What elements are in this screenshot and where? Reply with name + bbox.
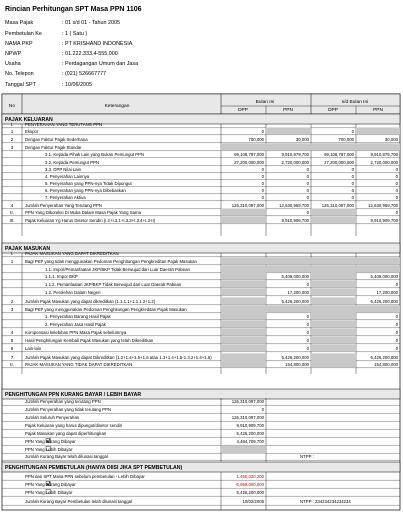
row-value: 99,108,797,000 xyxy=(324,152,354,157)
pb-label: Jumlah Kurang Bayar Pembetulan telah dilunasi tanggal xyxy=(25,499,133,504)
row-label: 6. Penyerahan yang PPN-nya Dibebaskan xyxy=(45,188,126,193)
row-value: 0 xyxy=(306,282,309,287)
kb-extra: NTPP : xyxy=(300,454,314,459)
header-value: : PT KRISHAND INDONESIA xyxy=(62,41,133,47)
header-value: : 01.222.333.4-555.000 xyxy=(62,51,118,57)
row-no: 3 xyxy=(10,145,14,150)
row-value: 5,426,200,000 xyxy=(370,299,398,304)
col-header-ppn-1: PPN xyxy=(283,108,293,113)
row-value: 5,426,200,000 xyxy=(370,355,398,360)
row-label: Pajak Keluaran Yg Harus Disetor Sendiri (I.2+I.3.1+I.3.3+I.3.4+I.3-II) xyxy=(25,218,156,223)
pb-value: -5,959,000,000 xyxy=(235,482,264,487)
row-label: 3.2. Kepada Pemungut PPN xyxy=(45,160,99,165)
pb-value: 10/02/2005 xyxy=(242,499,264,504)
row-value: 0 xyxy=(351,167,354,172)
row-label: PAJAK MASUKAN YANG TIDAK DAPAT DIKREDITKAN xyxy=(25,362,133,367)
row-no: I. xyxy=(10,251,14,256)
row-value: 30,000 xyxy=(384,137,398,142)
section-pajak-keluaran: PAJAK KELUARAN xyxy=(5,117,53,123)
kb-label: Jumlah Kurang Bayar telah dilunasi tanggal xyxy=(25,454,108,459)
row-value: 0 xyxy=(395,330,398,335)
kb-value: 5,426,200,000 xyxy=(236,431,264,436)
header-label: NPWP xyxy=(5,51,22,57)
row-value: 27,200,000,000 xyxy=(324,160,354,165)
row-value: 0 xyxy=(306,338,309,343)
section-kurang-bayar: PENGHITUNGAN PPN KURANG BAYAR / LEBIH BAYAR xyxy=(5,392,142,398)
row-value: 0 xyxy=(306,314,309,319)
row-value: 0 xyxy=(395,314,398,319)
row-value: 30,000 xyxy=(295,137,309,142)
row-label: 1.1.1. Impor BKP xyxy=(45,274,78,279)
kb-value: 0 xyxy=(261,407,264,412)
col-header-dpp-2: DPP xyxy=(328,108,338,113)
row-no: 1 xyxy=(10,129,14,134)
row-value: 0 xyxy=(306,167,309,172)
kb-label: Pajak Keluaran yang harus dipungut/disetor sendiri xyxy=(25,423,123,428)
row-value: 0 xyxy=(306,322,309,327)
row-label: Bagi PKP yang tidak menggunakan Pedoman Penghitungan Pengkreditan Pajak Masukan xyxy=(25,259,197,264)
row-value: 2,720,000,000 xyxy=(370,160,398,165)
row-value: 0 xyxy=(351,181,354,186)
header-label: Tanggal SPT xyxy=(5,82,36,88)
row-value: 9,910,879,700 xyxy=(281,152,309,157)
row-no: I. xyxy=(10,122,14,127)
header-value: : Perdagangan Umum dan Jasa xyxy=(62,61,139,67)
row-value: 0 xyxy=(395,181,398,186)
row-no: 2 xyxy=(10,299,14,304)
row-value: 12,630,969,700 xyxy=(368,203,398,208)
pb-label: PPN Yang Kurang Dibayar xyxy=(25,482,76,487)
row-no: 4 xyxy=(10,203,14,208)
col-header-keterangan: Keterangan xyxy=(104,104,130,109)
row-value: 0 xyxy=(395,188,398,193)
kb-label: Jumlah Penyerahan yang terutang PPN xyxy=(25,399,101,404)
pb-label: PPN Yang Lebih Dibayar xyxy=(25,490,73,495)
row-value: 0 xyxy=(395,210,398,215)
section-pajak-masukan: PAJAK MASUKAN xyxy=(5,246,51,252)
header-value: : 01 s/d 01 - Tahun 2005 xyxy=(62,20,121,26)
col-header-sd-bulan-ini: s/d Bulan Ini xyxy=(341,100,369,105)
row-no: 2 xyxy=(10,137,14,142)
row-label: 1. Penyerahan Barang Hasil Pajak xyxy=(45,314,111,319)
row-value: 99,108,797,000 xyxy=(234,152,264,157)
row-value: 0 xyxy=(306,188,309,193)
row-label: 3.1. Kepada Pihak Lain yang Bukan Pemungut PPN xyxy=(45,152,145,157)
row-label: Lain-lain xyxy=(25,346,42,351)
row-no: II. xyxy=(10,210,14,215)
row-value: 0 xyxy=(395,338,398,343)
row-no: 5 xyxy=(10,338,14,343)
section-pembetulan: PENGHITUNGAN PEMBETULAN (HANYA DIISI JIKA SPT PEMBETULAN) xyxy=(5,465,183,471)
row-value: 126,310,097,000 xyxy=(231,203,264,208)
row-value: 9,910,909,700 xyxy=(370,218,398,223)
row-value: 154,800,000 xyxy=(374,362,398,367)
row-value: 0 xyxy=(395,282,398,287)
row-no: 3 xyxy=(10,307,14,312)
header-label: No. Telepon xyxy=(5,71,34,77)
row-value: 9,910,879,700 xyxy=(370,152,398,157)
row-value: 5,409,000,000 xyxy=(370,274,398,279)
row-value: 0 xyxy=(351,188,354,193)
row-value: 0 xyxy=(261,129,264,134)
row-value: 0 xyxy=(306,346,309,351)
col-header-ppn-2: PPN xyxy=(373,108,383,113)
row-no: 1 xyxy=(10,259,14,264)
row-value: 27,200,000,000 xyxy=(234,160,264,165)
row-value: 0 xyxy=(351,195,354,200)
row-value: 0 xyxy=(306,174,309,179)
kb-value: 126,310,097,000 xyxy=(231,399,264,404)
col-header-bulan-ini: Bulan Ini xyxy=(255,100,275,105)
kb-label: PPN Yang Lebih Dibayar xyxy=(25,447,73,452)
header-value: : (021) 526667777 xyxy=(62,71,107,77)
row-no: III. xyxy=(9,218,15,223)
row-value: 5,409,000,000 xyxy=(281,274,309,279)
row-value: 12,630,969,700 xyxy=(279,203,309,208)
row-label: 5. Penyerahan yang PPN-nya Tidak Dipungut xyxy=(45,181,132,186)
row-label: Kompensasi kelebihan PPN Masa Pajak sebelumnya xyxy=(25,330,127,335)
row-label: 2. Penyerahan Jasa Hasil Pajak xyxy=(45,322,106,327)
row-label: Jumlah Pajak Masukan yang dapat Dikreditkan (1.2+1.4+1.5+1.6 atau 1.3+1.4+1.5-1.3.2+1.4+1.6) xyxy=(25,355,212,360)
row-value: 0 xyxy=(261,181,264,186)
form-title: Rincian Perhitungan SPT Masa PPN 1106 xyxy=(5,6,142,13)
pb-value: 5,426,200,000 xyxy=(236,490,264,495)
row-label: PPN Yang Dikoreksi Di Muka Dalam Masa Pajak Yang Sama xyxy=(25,210,141,215)
row-no: II. xyxy=(10,362,14,367)
row-label: Dengan Faktur Pajak Standar xyxy=(25,145,82,150)
kb-label: PPN Yang Kurang Dibayar xyxy=(25,439,76,444)
row-value: 0 xyxy=(395,167,398,172)
header-label: Usaha xyxy=(5,61,21,67)
row-value: 0 xyxy=(351,174,354,179)
row-value: 2,720,000,000 xyxy=(281,160,309,165)
row-value: 0 xyxy=(395,195,398,200)
kb-value: 9,910,909,700 xyxy=(236,423,264,428)
col-header-dpp-1: DPP xyxy=(238,108,248,113)
header-value: : 1 ( Satu ) xyxy=(62,31,88,37)
header-label: Masa Pajak xyxy=(5,20,34,26)
row-value: 0 xyxy=(261,188,264,193)
kb-label: Jumlah Penyerahan yang tidak terutang PPN xyxy=(25,407,111,412)
row-label: PENYERAHAN YANG TERUTANG PPN xyxy=(25,122,103,127)
kb-label: Pajak Masukan yang dapat diperhitungkan xyxy=(25,431,107,436)
row-label: Ekspor xyxy=(25,129,39,134)
row-value: 0 xyxy=(395,322,398,327)
row-label: 1.1. Impor/Pemanfaatan JKP/BKP Tidak Berwujud dari Luar Daerah Pabean xyxy=(45,267,190,272)
row-no: 7 xyxy=(10,355,14,360)
row-label: 4. Penyerahan Lainnya xyxy=(45,174,90,179)
pb-extra: NTPP : 234234234234234 xyxy=(300,499,351,504)
row-label: 3.3. DPP Nilai Lain xyxy=(45,167,81,172)
pb-value: 1,450,020,200 xyxy=(236,474,264,479)
row-no: 4 xyxy=(10,330,14,335)
row-value: 0 xyxy=(306,210,309,215)
row-no: 6 xyxy=(10,346,14,351)
kb-label: Jumlah Seluruh Penyerahan xyxy=(25,415,80,420)
row-value: 0 xyxy=(306,181,309,186)
row-label: Jumlah Penyerahan Yang Terutang PPN xyxy=(25,203,102,208)
header-label: NAMA PKP xyxy=(5,41,33,47)
row-value: 0 xyxy=(395,174,398,179)
row-label: Hasil Penghitungan Kembali Pajak Masukan yang telah Dikreditkan xyxy=(25,338,154,343)
row-label: Dengan Faktur Pajak Sederhana xyxy=(25,137,88,142)
row-value: 5,426,200,000 xyxy=(281,299,309,304)
row-label: Bagi PKP yang menggunakan Pedoman Penghitungan Pengkreditan Pajak Masukan xyxy=(25,307,187,312)
pb-label: PPN dari SPT Masa PPN sebelum pembetulan - Lebih Dibayar xyxy=(25,474,145,479)
row-value: 0 xyxy=(395,346,398,351)
row-label: 1.2. Perolehan Dalam Negeri xyxy=(45,290,101,295)
row-value: 0 xyxy=(261,195,264,200)
col-header-no: No xyxy=(8,104,16,109)
row-value: 0 xyxy=(306,195,309,200)
row-label: PAJAK MASUKAN YANG DAPAT DIKREDITKAN xyxy=(25,251,119,256)
row-value: 126,310,097,000 xyxy=(321,203,354,208)
row-value: 700,000 xyxy=(338,137,354,142)
header-value: : 10/06/2005 xyxy=(62,82,92,88)
row-label: 7. Penyerahan Aktiva xyxy=(45,195,86,200)
row-value: 0 xyxy=(306,330,309,335)
row-value: 17,200,000 xyxy=(287,290,309,295)
row-value: 154,800,000 xyxy=(285,362,309,367)
row-value: 17,200,000 xyxy=(376,290,398,295)
row-value: 0 xyxy=(351,129,354,134)
row-value: 0 xyxy=(261,174,264,179)
kb-value: 4,484,709,700 xyxy=(236,439,264,444)
row-value: 0 xyxy=(261,167,264,172)
row-label: 1.1.2. Pemanfaatan JKP/BKP Tidak Berwujud dari Luar Daerah Pabean xyxy=(45,282,182,287)
row-value: 5,426,200,000 xyxy=(281,355,309,360)
row-label: Jumlah Pajak Masukan yang dapat dikreditkan (1.1.1.1+1.1.1.2+1.2) xyxy=(25,299,156,304)
row-value: 9,910,909,700 xyxy=(281,218,309,223)
row-value: 700,000 xyxy=(248,137,264,142)
header-label: Pembetulan Ke xyxy=(5,31,42,37)
kb-value: 126,310,097,000 xyxy=(231,415,264,420)
